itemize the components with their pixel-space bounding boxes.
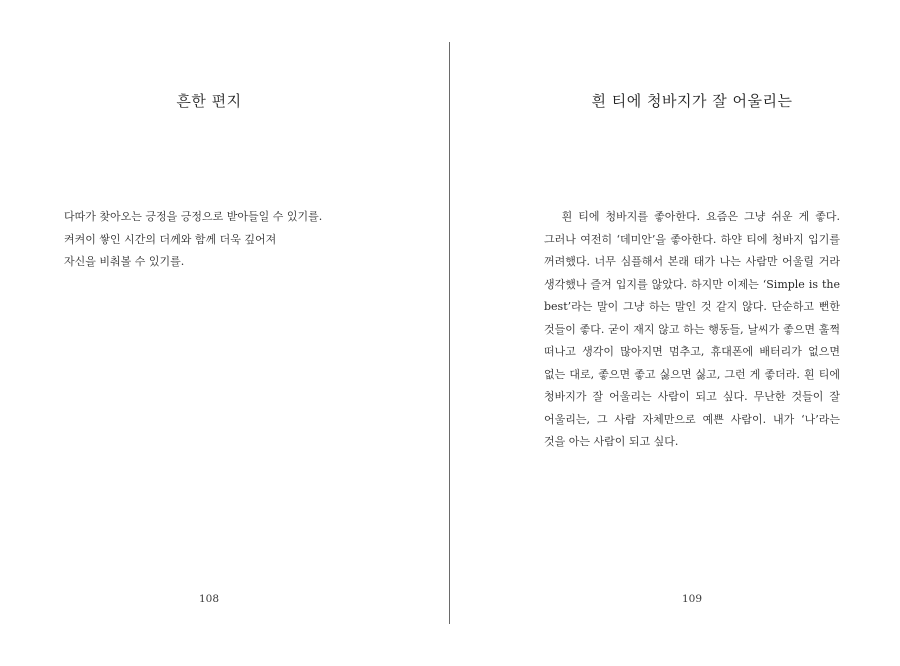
right-page	[544, 0, 840, 666]
poem-line: 자신을 비춰볼 수 있기를.	[64, 255, 185, 268]
page-title: 흔한 편지	[176, 92, 242, 110]
poem-line: 켜켜이 쌓인 시간의 더께와 함께 더욱 깊어져	[64, 232, 277, 246]
page-divider	[449, 42, 450, 624]
page-title: 흰 티에 청바지가 잘 어울리는	[591, 92, 793, 110]
poem-line: 다따가 찾아오는 긍정을 긍정으로 받아들일 수 있기를.	[64, 210, 323, 223]
poem-body	[64, 206, 364, 274]
essay-body: 흰 티에 청바지를 좋아한다. 요즘은 그냥 쉬운 게 좋다. 그러나 여전히 ‘데미안’을 좋아한다. 하얀 티에 청바지 입기를 꺼려했다. 너무 심플해서 본래 태가 나는 사람만 어울릴 거라 생각했나 즐겨 입지를 않았다. 하지만 이제는 ‘Simple is the best’라는 말이 그냥 하는 말인 것 같지 않다. 단순하고 뻔한 것들이 좋다. 굳이 재지 않고 하는 행동들, 날씨가 좋으면 훌쩍 떠나고 생각이 많아지면 멈추고, 휴대폰에 배터리가 없으면 없는 대로, 좋으면 좋고 싫으면 싫고, 그런 게 좋더라. 흰 티에 청바지가 잘 어울리는 사람이 되고 싶다. 무난한 것들이 잘 어울리는, 그 사람 자체만으로 예쁜 사람이. 내가 ‘나’라는 것을 아는 사람이 되고 싶다.	[544, 210, 840, 448]
page-number: 109	[681, 593, 703, 605]
page-number: 108	[198, 593, 220, 605]
left-page	[64, 0, 354, 666]
